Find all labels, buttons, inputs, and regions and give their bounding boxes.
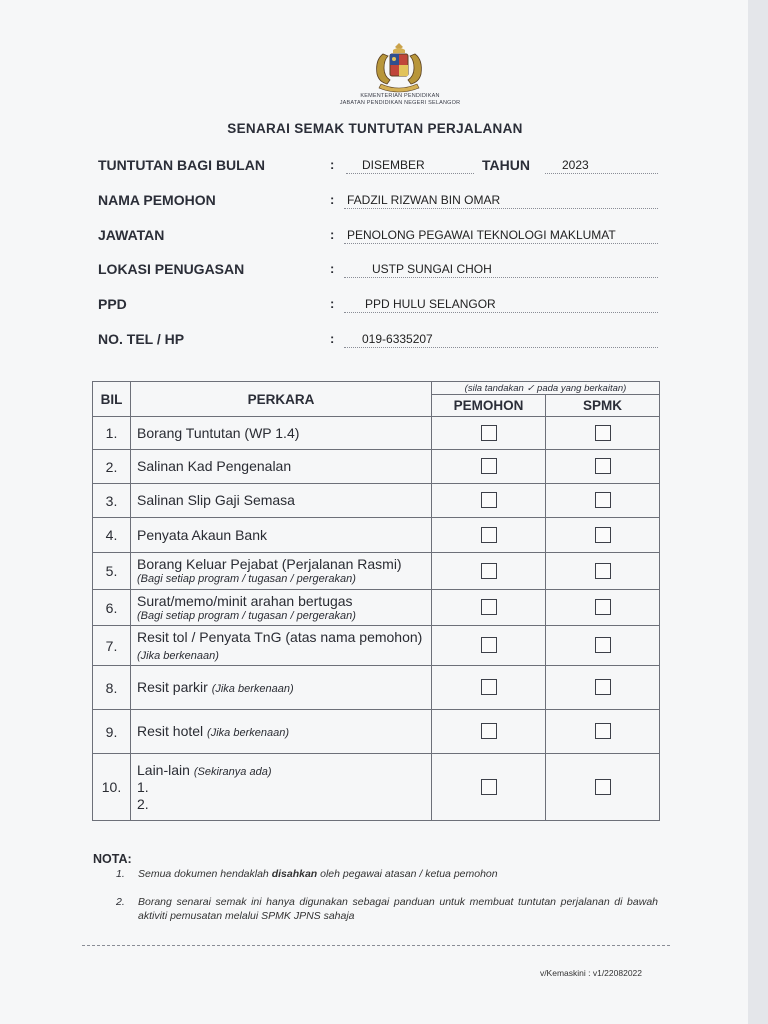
colon: :	[330, 157, 335, 172]
pemohon-cell	[432, 754, 546, 821]
row-number: 10.	[93, 754, 131, 821]
note-1-emphasis: disahkan	[271, 868, 318, 880]
spmk-cell	[546, 553, 660, 590]
item-note: (Jika berkenaan)	[137, 649, 219, 662]
tel-value: 019-6335207	[362, 332, 433, 346]
table-row	[93, 450, 660, 484]
blank-line-2: 2.	[137, 795, 149, 812]
department-name: JABATAN PENDIDIKAN NEGERI SELANGOR	[339, 100, 461, 106]
spmk-cell	[546, 626, 660, 666]
ppd-dotline	[344, 312, 658, 313]
pemohon-checkbox[interactable]	[481, 779, 497, 795]
colon: :	[330, 261, 335, 276]
pemohon-cell	[432, 710, 546, 754]
row-number: 7.	[93, 626, 131, 666]
row-item	[131, 484, 432, 518]
row-item	[131, 450, 432, 484]
pemohon-cell	[432, 553, 546, 590]
document-title: SENARAI SEMAK TUNTUTAN PERJALANAN	[227, 121, 523, 136]
spmk-checkbox[interactable]	[595, 637, 611, 653]
location-label: LOKASI PENUGASAN	[98, 261, 245, 277]
pemohon-cell	[432, 666, 546, 710]
table-row	[93, 518, 660, 553]
item-note: (Bagi setiap program / tugasan / pergerakan)	[137, 573, 356, 585]
item-text: Salinan Slip Gaji Semasa	[137, 492, 295, 508]
row-item	[131, 417, 432, 450]
header-spmk: SPMK	[546, 395, 660, 417]
item-note: (Sekiranya ada)	[193, 765, 272, 778]
month-value: DISEMBER	[362, 158, 425, 172]
version-label: v/Kemaskini : v1/22082022	[539, 968, 642, 978]
footer-divider	[82, 945, 670, 946]
note-2: Borang senarai semak ini hanya digunakan sebagai panduan untuk membuat tuntutan perjalanan di bawah aktiviti pemusatan melalui SPMK JPNS sahaja	[138, 896, 658, 922]
table-row	[93, 710, 660, 754]
pemohon-checkbox[interactable]	[481, 527, 497, 543]
table-row	[93, 754, 660, 821]
header-perkara: PERKARA	[131, 382, 432, 417]
ppd-label: PPD	[98, 296, 127, 312]
coat-of-arms-emblem	[363, 40, 435, 96]
note-number: 2.	[116, 896, 125, 908]
ministry-header	[300, 93, 500, 107]
spmk-cell	[546, 590, 660, 626]
row-number: 2.	[93, 450, 131, 484]
pemohon-checkbox[interactable]	[481, 425, 497, 441]
table-row	[93, 666, 660, 710]
row-number: 8.	[93, 666, 131, 710]
pemohon-cell	[432, 450, 546, 484]
note-1-text-end: oleh pegawai atasan / ketua pemohon	[317, 868, 498, 880]
row-item	[131, 710, 432, 754]
pemohon-cell	[432, 518, 546, 553]
table-row	[93, 590, 660, 626]
ppd-value: PPD HULU SELANGOR	[365, 297, 496, 311]
name-value: FADZIL RIZWAN BIN OMAR	[347, 193, 501, 207]
pemohon-checkbox[interactable]	[481, 679, 497, 695]
name-label: NAMA PEMOHON	[98, 192, 216, 208]
note-1	[138, 867, 658, 881]
row-number: 6.	[93, 590, 131, 626]
item-note: (Bagi setiap program / tugasan / pergerakan)	[137, 609, 356, 622]
pemohon-cell	[432, 626, 546, 666]
month-label: TUNTUTAN BAGI BULAN	[98, 157, 265, 173]
row-number: 9.	[93, 710, 131, 754]
table-row	[93, 484, 660, 518]
colon: :	[330, 227, 335, 242]
row-item	[131, 553, 432, 590]
ministry-name: KEMENTERIAN PENDIDIKAN	[360, 93, 440, 99]
spmk-cell	[546, 484, 660, 518]
item-text: Penyata Akaun Bank	[137, 526, 267, 543]
position-label: JAWATAN	[98, 227, 165, 243]
year-label: TAHUN	[482, 157, 530, 173]
pemohon-checkbox[interactable]	[481, 458, 497, 474]
checklist-table	[92, 381, 660, 821]
note-number: 1.	[116, 868, 125, 880]
pemohon-cell	[432, 417, 546, 450]
blank-line-1: 1.	[137, 778, 149, 795]
spmk-checkbox[interactable]	[595, 492, 611, 508]
row-item	[131, 666, 432, 710]
position-dotline	[344, 243, 658, 244]
colon: :	[330, 192, 335, 207]
table-row	[93, 626, 660, 666]
note-1-text: Semua dokumen hendaklah	[138, 868, 272, 880]
tick-instruction: (sila tandakan ✓ pada yang berkaitan)	[432, 382, 660, 395]
spmk-cell	[546, 417, 660, 450]
item-text: Salinan Kad Pengenalan	[137, 458, 292, 474]
spmk-checkbox[interactable]	[595, 723, 611, 739]
item-note: (Jika berkenaan)	[207, 727, 289, 739]
row-item	[131, 626, 432, 666]
year-dotline	[545, 173, 658, 174]
spmk-cell	[546, 450, 660, 484]
pemohon-checkbox[interactable]	[481, 599, 497, 615]
item-text: Borang Keluar Pejabat (Perjalanan Rasmi)	[137, 556, 402, 572]
row-number: 5.	[93, 553, 131, 590]
spmk-checkbox[interactable]	[595, 679, 611, 695]
item-text: Resit tol / Penyata TnG (atas nama pemohon)	[137, 628, 423, 645]
pemohon-cell	[432, 484, 546, 518]
scan-edge	[748, 0, 768, 1024]
spmk-cell	[546, 754, 660, 821]
spmk-checkbox[interactable]	[595, 563, 611, 579]
row-number: 3.	[93, 484, 131, 518]
spmk-cell	[546, 710, 660, 754]
row-item	[131, 518, 432, 553]
row-number: 1.	[93, 417, 131, 450]
position-value: PENOLONG PEGAWAI TEKNOLOGI MAKLUMAT	[347, 228, 616, 242]
spmk-checkbox[interactable]	[595, 527, 611, 543]
year-value: 2023	[562, 158, 589, 172]
header-bil: BIL	[93, 382, 131, 417]
tel-label: NO. TEL / HP	[98, 331, 185, 347]
pemohon-checkbox[interactable]	[481, 563, 497, 579]
colon: :	[330, 296, 335, 311]
item-text: Lain-lain	[137, 761, 190, 778]
pemohon-checkbox[interactable]	[481, 637, 497, 653]
location-value: USTP SUNGAI CHOH	[372, 262, 492, 276]
notes-title: NOTA:	[93, 852, 132, 866]
pemohon-checkbox[interactable]	[481, 492, 497, 508]
spmk-checkbox[interactable]	[595, 458, 611, 474]
spmk-cell	[546, 666, 660, 710]
item-note: (Jika berkenaan)	[211, 683, 294, 695]
row-number: 4.	[93, 518, 131, 553]
pemohon-cell	[432, 590, 546, 626]
spmk-cell	[546, 518, 660, 553]
table-row	[93, 553, 660, 590]
spmk-checkbox[interactable]	[595, 599, 611, 615]
table-row	[93, 417, 660, 450]
pemohon-checkbox[interactable]	[481, 723, 497, 739]
row-item	[131, 754, 432, 821]
month-dotline	[346, 173, 474, 174]
item-text: Surat/memo/minit arahan bertugas	[137, 592, 353, 609]
row-item	[131, 590, 432, 626]
item-text: Resit hotel	[137, 723, 204, 739]
spmk-checkbox[interactable]	[595, 779, 611, 795]
header-pemohon: PEMOHON	[432, 395, 546, 417]
item-text: Borang Tuntutan (WP 1.4)	[137, 424, 300, 441]
tel-dotline	[344, 347, 658, 348]
location-dotline	[344, 277, 658, 278]
colon: :	[330, 331, 335, 346]
item-text: Resit parkir	[137, 679, 208, 695]
spmk-checkbox[interactable]	[595, 425, 611, 441]
name-dotline	[344, 208, 658, 209]
